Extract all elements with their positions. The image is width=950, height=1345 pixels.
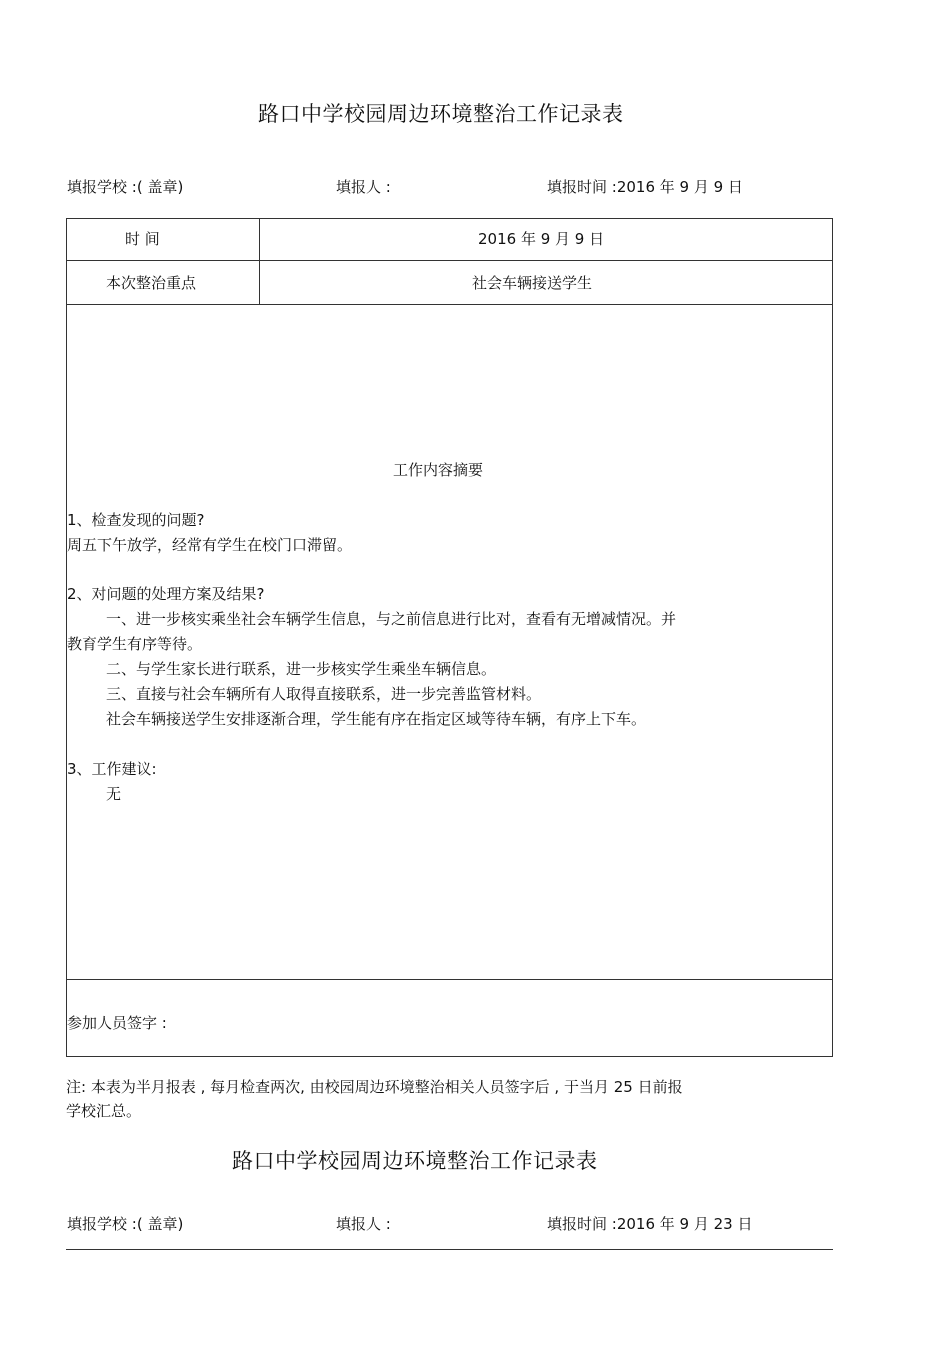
row-focus-value: 社会车辆接送学生 — [472, 274, 593, 292]
form1-title: 路口中学校园周边环境整治工作记录表 — [258, 102, 624, 126]
question-2-item-1-cont: 教育学生有序等待。 — [67, 635, 203, 653]
form2-report-time: 填报时间 :2016 年 9 月 23 日 — [547, 1215, 753, 1233]
form1-school-label: 填报学校 :( 盖章) — [67, 178, 184, 196]
question-1-answer: 周五下午放学，经常有学生在校门口滞留。 — [67, 536, 353, 554]
summary-heading: 工作内容摘要 — [393, 461, 484, 479]
question-2-item-3: 三、直接与社会车辆所有人取得直接联系，进一步完善监管材料。 — [106, 685, 542, 703]
table-top-border — [66, 218, 833, 219]
question-2-result: 社会车辆接送学生安排逐渐合理，学生能有序在指定区域等待车辆，有序上下车。 — [106, 710, 647, 728]
row-time-value: 2016 年 9 月 9 日 — [478, 230, 605, 248]
question-2-item-1: 一、进一步核实乘坐社会车辆学生信息，与之前信息进行比对，查看有无增减情况。并 — [106, 610, 677, 628]
form1-reporter-label: 填报人 : — [336, 178, 391, 196]
question-2-item-2: 二、与学生家长进行联系，进一步核实学生乘坐车辆信息。 — [106, 660, 497, 678]
note-line-2: 学校汇总。 — [66, 1102, 142, 1120]
form1-report-time: 填报时间 :2016 年 9 月 9 日 — [547, 178, 743, 196]
signature-label: 参加人员签字 : — [67, 1014, 167, 1032]
row-focus-label: 本次整治重点 — [106, 274, 197, 292]
row-separator — [66, 979, 833, 980]
question-1: 1、检查发现的问题? — [67, 511, 205, 529]
question-3-answer: 无 — [106, 785, 122, 803]
column-separator — [259, 218, 260, 304]
table-bottom-border — [66, 1056, 833, 1057]
table-right-border — [832, 218, 833, 1057]
form2-title: 路口中学校园周边环境整治工作记录表 — [232, 1149, 598, 1173]
note-line-1: 注: 本表为半月报表 , 每月检查两次, 由校园周边环境整治相关人员签字后 , 于当月 25 日前报 — [66, 1078, 683, 1096]
row-time-label: 时 间 — [125, 230, 160, 248]
row-separator — [66, 304, 833, 305]
row-separator — [66, 260, 833, 261]
form2-table-top-border — [66, 1249, 833, 1250]
question-3: 3、工作建议: — [67, 760, 157, 778]
form2-reporter-label: 填报人 : — [336, 1215, 391, 1233]
form2-school-label: 填报学校 :( 盖章) — [67, 1215, 184, 1233]
question-2: 2、对问题的处理方案及结果? — [67, 585, 265, 603]
